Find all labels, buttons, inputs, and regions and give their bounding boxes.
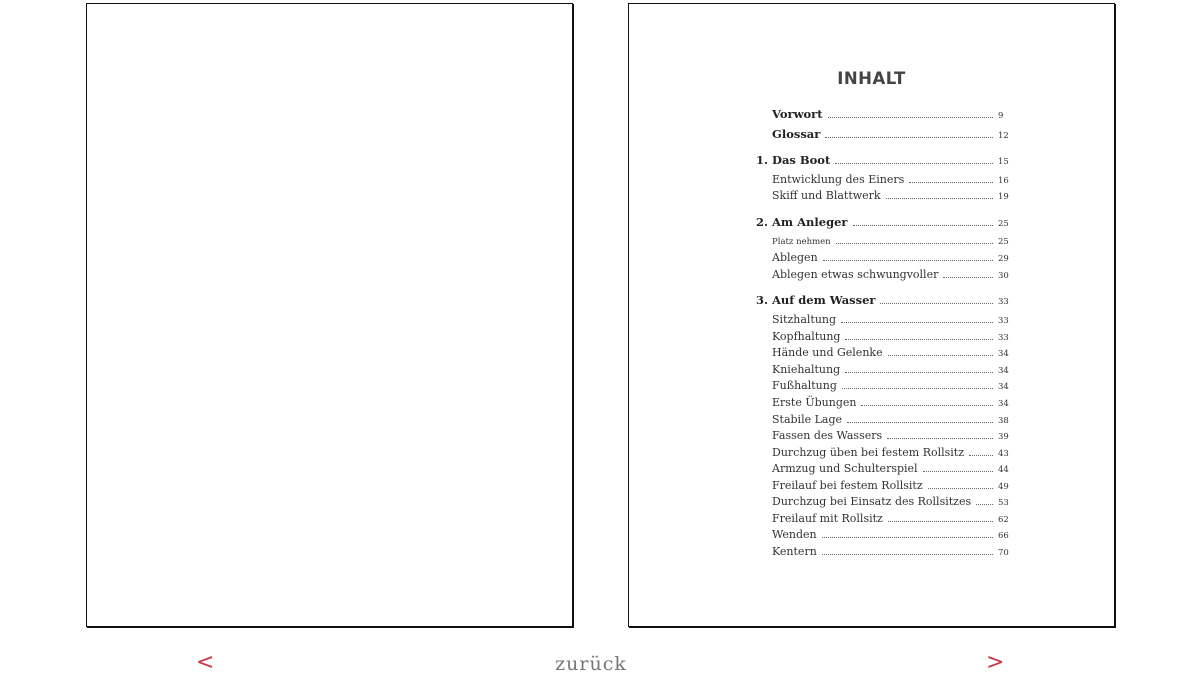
toc-entry-label: 2. Am Anleger: [756, 215, 848, 229]
toc-page-number: 33: [998, 297, 1009, 307]
back-link[interactable]: zurück: [555, 653, 627, 675]
toc-page-number: 15: [998, 157, 1009, 167]
toc-leader: [880, 303, 993, 304]
toc-leader: [909, 182, 993, 183]
toc-page-number: 34: [998, 349, 1009, 359]
toc-leader: [861, 405, 993, 406]
toc-entry[interactable]: [772, 462, 1010, 475]
toc-page-number: 12: [998, 131, 1009, 141]
toc-page-number: 53: [998, 498, 1009, 508]
toc-entry[interactable]: [772, 363, 1010, 376]
toc-entry-label: Kniehaltung: [772, 363, 841, 376]
toc-entry[interactable]: [772, 330, 1010, 343]
toc-entry[interactable]: [772, 237, 1010, 247]
toc-page-number: 19: [998, 192, 1009, 202]
toc-entry-label: Fassen des Wassers: [772, 429, 883, 442]
toc-chapter-3[interactable]: [756, 293, 1010, 307]
toc-leader: [888, 355, 993, 356]
toc-title: INHALT: [837, 69, 906, 88]
toc-entry[interactable]: [772, 429, 1010, 442]
toc-chapter-2[interactable]: [756, 215, 1010, 229]
toc-page-number: 9: [998, 111, 1004, 121]
toc-entry-label: 3. Auf dem Wasser: [756, 293, 876, 307]
toc-page-number: 29: [998, 254, 1009, 264]
toc-entry[interactable]: [772, 173, 1010, 186]
toc-entry-label: Fußhaltung: [772, 379, 837, 392]
toc-page-number: 30: [998, 271, 1009, 281]
toc-page-number: 34: [998, 399, 1009, 409]
next-page-arrow-icon[interactable]: >: [986, 650, 1005, 675]
toc-entry[interactable]: [772, 495, 1010, 508]
toc-leader: [845, 339, 993, 340]
toc-page-number: 25: [998, 219, 1009, 229]
toc-entry[interactable]: [772, 251, 1010, 264]
toc-leader: [822, 537, 993, 538]
toc-entry-label: Hände und Gelenke: [772, 346, 883, 359]
toc-entry[interactable]: [772, 479, 1010, 492]
toc-leader: [886, 198, 993, 199]
toc-entry[interactable]: [772, 346, 1010, 359]
toc-page-number: 33: [998, 333, 1009, 343]
toc-page-number: 16: [998, 176, 1009, 186]
toc-leader: [943, 277, 993, 278]
toc-entry-label: Armzug und Schulterspiel: [772, 462, 918, 475]
toc-entry-label: 1. Das Boot: [756, 153, 831, 167]
toc-entry[interactable]: [772, 396, 1010, 409]
toc-leader: [853, 225, 994, 226]
toc-page-number: 70: [998, 548, 1009, 558]
table-of-contents: [629, 4, 1114, 626]
toc-entry-label: Kentern: [772, 545, 817, 558]
toc-leader: [847, 422, 993, 423]
toc-entry-label: Durchzug bei Einsatz des Rollsitzes: [772, 495, 972, 508]
left-page: [86, 3, 573, 627]
toc-entry-label: Erste Übungen: [772, 396, 857, 409]
toc-entry-label: Freilauf bei festem Rollsitz: [772, 479, 923, 492]
toc-entry[interactable]: [772, 313, 1010, 326]
toc-entry-label: Freilauf mit Rollsitz: [772, 512, 883, 525]
toc-leader: [888, 521, 993, 522]
toc-entry-vorwort[interactable]: [772, 107, 1010, 121]
toc-leader: [841, 322, 993, 323]
toc-entry[interactable]: [772, 379, 1010, 392]
toc-page-number: 66: [998, 531, 1009, 541]
toc-page-number: 43: [998, 449, 1009, 459]
toc-leader: [825, 137, 993, 138]
toc-leader: [822, 554, 993, 555]
toc-entry-label: Sitzhaltung: [772, 313, 837, 326]
toc-entry-label: Ablegen etwas schwungvoller: [772, 268, 939, 281]
toc-entry[interactable]: [772, 545, 1010, 558]
toc-entry-label: Wenden: [772, 528, 817, 541]
toc-leader: [923, 471, 993, 472]
toc-page-number: 33: [998, 316, 1009, 326]
previous-page-arrow-icon[interactable]: <: [196, 650, 215, 675]
toc-entry-label: Vorwort: [772, 107, 823, 121]
toc-entry-label: Platz nehmen: [772, 237, 831, 247]
toc-entry-label: Stabile Lage: [772, 413, 843, 426]
toc-entry-label: Entwicklung des Einers: [772, 173, 905, 186]
toc-page-number: 34: [998, 382, 1009, 392]
toc-leader: [845, 372, 993, 373]
toc-leader: [928, 488, 993, 489]
toc-leader: [835, 163, 993, 164]
toc-leader: [887, 438, 993, 439]
toc-page-number: 34: [998, 366, 1009, 376]
toc-page-number: 62: [998, 515, 1009, 525]
toc-entry-label: Kopfhaltung: [772, 330, 841, 343]
toc-page-number: 49: [998, 482, 1009, 492]
toc-leader: [969, 455, 993, 456]
toc-chapter-1[interactable]: [756, 153, 1010, 167]
toc-entry-glossar[interactable]: [772, 127, 1010, 141]
toc-entry[interactable]: [772, 413, 1010, 426]
toc-leader: [976, 504, 993, 505]
toc-page-number: 39: [998, 432, 1009, 442]
toc-leader: [842, 388, 993, 389]
toc-leader: [836, 243, 993, 244]
toc-entry[interactable]: [772, 528, 1010, 541]
toc-page-number: 38: [998, 416, 1009, 426]
toc-entry-label: Skiff und Blattwerk: [772, 189, 881, 202]
toc-entry[interactable]: [772, 446, 1010, 459]
right-page: [628, 3, 1115, 627]
toc-entry-label: Glossar: [772, 127, 821, 141]
toc-entry-label: Durchzug üben bei festem Rollsitz: [772, 446, 965, 459]
toc-entry-label: Ablegen: [772, 251, 818, 264]
toc-leader: [823, 260, 993, 261]
toc-page-number: 44: [998, 465, 1009, 475]
toc-leader: [828, 117, 993, 118]
toc-page-number: 25: [998, 237, 1009, 247]
toc-entry[interactable]: [772, 512, 1010, 525]
toc-entry[interactable]: [772, 268, 1010, 281]
toc-entry[interactable]: [772, 189, 1010, 202]
